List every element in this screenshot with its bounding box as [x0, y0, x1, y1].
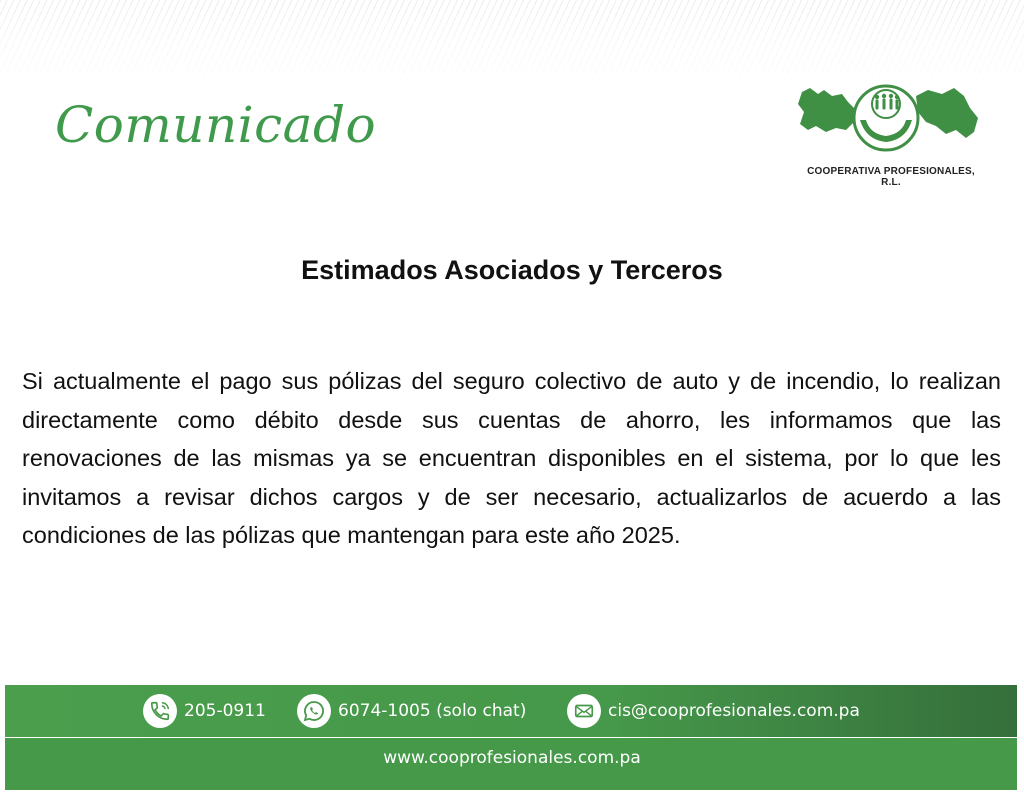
contact-phone[interactable] — [143, 693, 266, 729]
contact-whatsapp[interactable] — [297, 693, 526, 729]
contact-email[interactable] — [567, 693, 860, 729]
announcement-paragraph: Si actualmente el pago sus pólizas del seguro colectivo de auto y de incendio, lo realizan directamente como débito desde sus cuentas de ahorro, les informamos que las renovaciones de las mismas ya se encuentran disponibles en el sistema, por lo que les invitamos a revisar dichos cargos y de ser necesario, actualizarlos de acuerdo a las condiciones de las pólizas que mantengan para este año 2025. — [22, 368, 1001, 548]
greeting-heading: Estimados Asociados y Terceros — [301, 255, 723, 285]
whatsapp-number: 6074-1005 (solo chat) — [338, 701, 527, 721]
whatsapp-icon — [297, 694, 331, 728]
panama-map-logo-icon — [796, 82, 986, 164]
page-title: Comunicado — [55, 96, 377, 154]
organization-name: COOPERATIVA PROFESIONALES, R.L. — [807, 166, 975, 188]
website-link[interactable]: www.cooprofesionales.com.pa — [383, 748, 641, 768]
email-address: cis@cooprofesionales.com.pa — [608, 701, 860, 721]
cooperative-logo — [796, 82, 996, 188]
phone-number: 205-0911 — [184, 701, 266, 721]
phone-icon — [143, 694, 177, 728]
email-icon — [567, 694, 601, 728]
header-pattern — [0, 0, 1024, 90]
